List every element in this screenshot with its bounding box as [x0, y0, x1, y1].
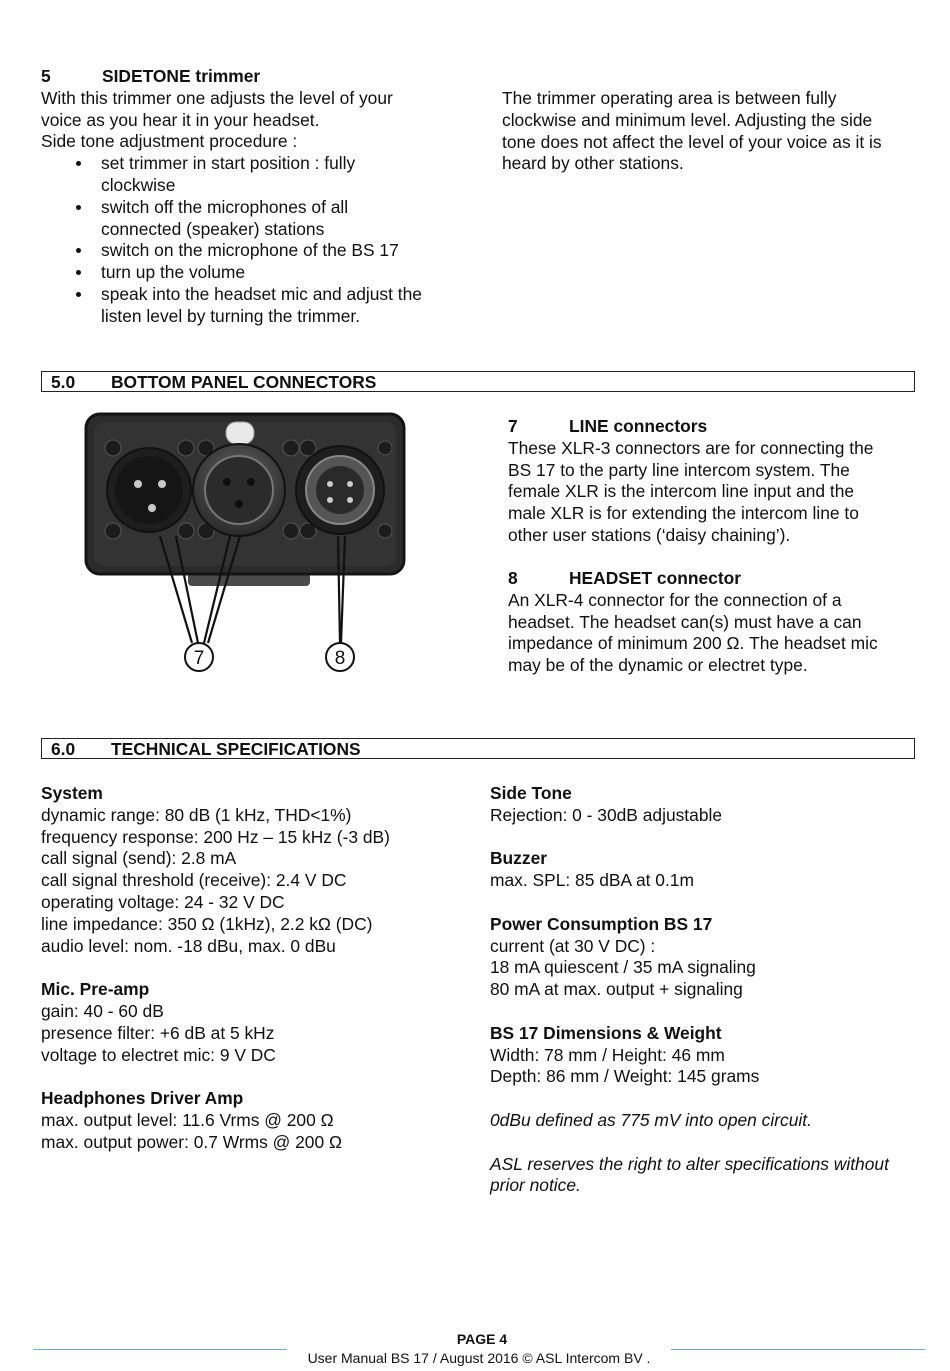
spec-line: line impedance: 350 Ω (1kHz), 2.2 kΩ (DC): [41, 913, 373, 934]
tech-specs-left-column: [41, 783, 481, 1154]
spec-heading-power: Power Consumption BS 17: [490, 913, 713, 934]
spec-line: max. output power: 0.7 Wrms @ 200 Ω: [41, 1131, 342, 1152]
tech-specs-right-column: [490, 783, 930, 1197]
spec-line: current (at 30 V DC) :: [490, 935, 656, 956]
spec-line: dynamic range: 80 dB (1 kHz, THD<1%): [41, 804, 352, 825]
spec-line: voltage to electret mic: 9 V DC: [41, 1044, 276, 1065]
step-text: set trimmer in start position : fully: [101, 153, 356, 174]
spec-heading-buzzer: Buzzer: [490, 848, 548, 869]
list-item: [41, 262, 461, 284]
spec-line: operating voltage: 24 - 32 V DC: [41, 891, 285, 912]
sidetone-number: 5: [41, 66, 51, 86]
paragraph-line: BS 17 to the party line intercom system. The: [508, 459, 850, 480]
note-reserve: ASL reserves the right to alter specifications without: [490, 1153, 889, 1174]
paragraph-line: may be of the dynamic or electret type.: [508, 655, 808, 676]
headset-connector-section: [508, 568, 928, 677]
step-text: turn up the volume: [101, 262, 246, 283]
spec-heading-dimensions: BS 17 Dimensions & Weight: [490, 1022, 722, 1043]
headset-connector-title: HEADSET connector: [569, 568, 741, 588]
paragraph-line: tone does not affect the level of your voice as it is: [502, 131, 882, 152]
bottom-panel-number: 5.0: [51, 372, 76, 392]
spec-heading-mic-preamp: Mic. Pre-amp: [41, 979, 150, 1000]
paragraph-line: These XLR-3 connectors are for connecting the: [508, 437, 874, 458]
sidetone-right-text: [502, 88, 922, 175]
female-xlr3-connector-icon: [193, 444, 285, 536]
spec-line: presence filter: +6 dB at 5 kHz: [41, 1022, 275, 1043]
step-text: switch on the microphone of the BS 17: [101, 240, 399, 261]
sidetone-section: [41, 66, 461, 328]
callout-7-label: 7: [193, 648, 205, 669]
spec-line: gain: 40 - 60 dB: [41, 1000, 164, 1021]
spec-line: max. output level: 11.6 Vrms @ 200 Ω: [41, 1109, 334, 1130]
callout-8-label: 8: [334, 648, 346, 669]
spec-line: max. SPL: 85 dBA at 0.1m: [490, 870, 694, 891]
paragraph-line: female XLR is the intercom line input and the: [508, 481, 855, 502]
step-text: connected (speaker) stations: [101, 218, 325, 239]
sidetone-intro-line: Side tone adjustment procedure :: [41, 131, 298, 152]
sidetone-intro-line: voice as you hear it in your headset.: [41, 109, 320, 130]
list-item: [41, 284, 461, 328]
sidetone-intro-line: With this trimmer one adjusts the level of your: [41, 87, 393, 108]
spec-line: audio level: nom. -18 dBu, max. 0 dBu: [41, 935, 336, 956]
step-text: switch off the microphones of all: [101, 196, 349, 217]
spec-heading-headphones-amp: Headphones Driver Amp: [41, 1088, 244, 1109]
paragraph-line: clockwise and minimum level. Adjusting the side: [502, 109, 873, 130]
list-item: [41, 197, 461, 241]
footer-manual-info: User Manual BS 17 / August 2016 © ASL Intercom BV .: [307, 1350, 651, 1366]
release-latch-icon: [226, 422, 254, 444]
headset-connector-number: 8: [508, 568, 518, 588]
bottom-panel-heading: [41, 371, 915, 392]
step-text: listen level by turning the trimmer.: [101, 305, 361, 326]
paragraph-line: other user stations (‘daisy chaining’).: [508, 524, 791, 545]
footer-rule-left: [33, 1349, 287, 1350]
spec-line: Depth: 86 mm / Weight: 145 grams: [490, 1066, 760, 1087]
line-connectors-heading: [508, 416, 928, 438]
bottom-panel-illustration: [80, 408, 420, 688]
spec-line: Width: 78 mm / Height: 46 mm: [490, 1044, 725, 1065]
spec-line: Rejection: 0 - 30dB adjustable: [490, 804, 723, 825]
paragraph-line: male XLR is for extending the intercom line to: [508, 503, 859, 524]
line-connectors-title: LINE connectors: [569, 416, 708, 436]
note-reserve: prior notice.: [490, 1175, 581, 1196]
spec-line: 80 mA at max. output + signaling: [490, 979, 743, 1000]
line-connectors-number: 7: [508, 416, 518, 436]
tech-specs-title: TECHNICAL SPECIFICATIONS: [111, 739, 361, 759]
list-item: [41, 153, 461, 197]
paragraph-line: impedance of minimum 200 Ω. The headset mic: [508, 633, 878, 654]
sidetone-title: SIDETONE trimmer: [102, 66, 261, 86]
spec-line: 18 mA quiescent / 35 mA signaling: [490, 957, 756, 978]
paragraph-line: The trimmer operating area is between fully: [502, 88, 837, 108]
spec-line: call signal threshold (receive): 2.4 V DC: [41, 870, 347, 891]
tech-specs-heading: [41, 738, 915, 759]
step-text: speak into the headset mic and adjust the: [101, 283, 422, 304]
male-xlr3-connector-icon: [107, 448, 191, 532]
paragraph-line: heard by other stations.: [502, 153, 684, 174]
headset-connector-heading: [508, 568, 928, 590]
page-number: PAGE 4: [456, 1331, 508, 1347]
spec-heading-side-tone: Side Tone: [490, 783, 572, 803]
spec-line: call signal (send): 2.8 mA: [41, 848, 237, 869]
note-0dbu: 0dBu defined as 775 mV into open circuit.: [490, 1109, 812, 1130]
spec-line: frequency response: 200 Hz – 15 kHz (-3 dB): [41, 826, 390, 847]
sidetone-steps: [41, 153, 461, 327]
step-text: clockwise: [101, 174, 176, 195]
line-connectors-section: [508, 416, 928, 547]
paragraph-line: headset. The headset can(s) must have a can: [508, 611, 862, 632]
spec-heading-system: System: [41, 783, 103, 803]
tech-specs-number: 6.0: [51, 739, 76, 759]
xlr4-headset-connector-icon: [296, 446, 384, 534]
sidetone-heading: [41, 66, 461, 88]
bottom-panel-title: BOTTOM PANEL CONNECTORS: [111, 372, 377, 392]
paragraph-line: An XLR-4 connector for the connection of a: [508, 589, 842, 610]
footer-rule-right: [671, 1349, 925, 1350]
list-item: [41, 240, 461, 262]
